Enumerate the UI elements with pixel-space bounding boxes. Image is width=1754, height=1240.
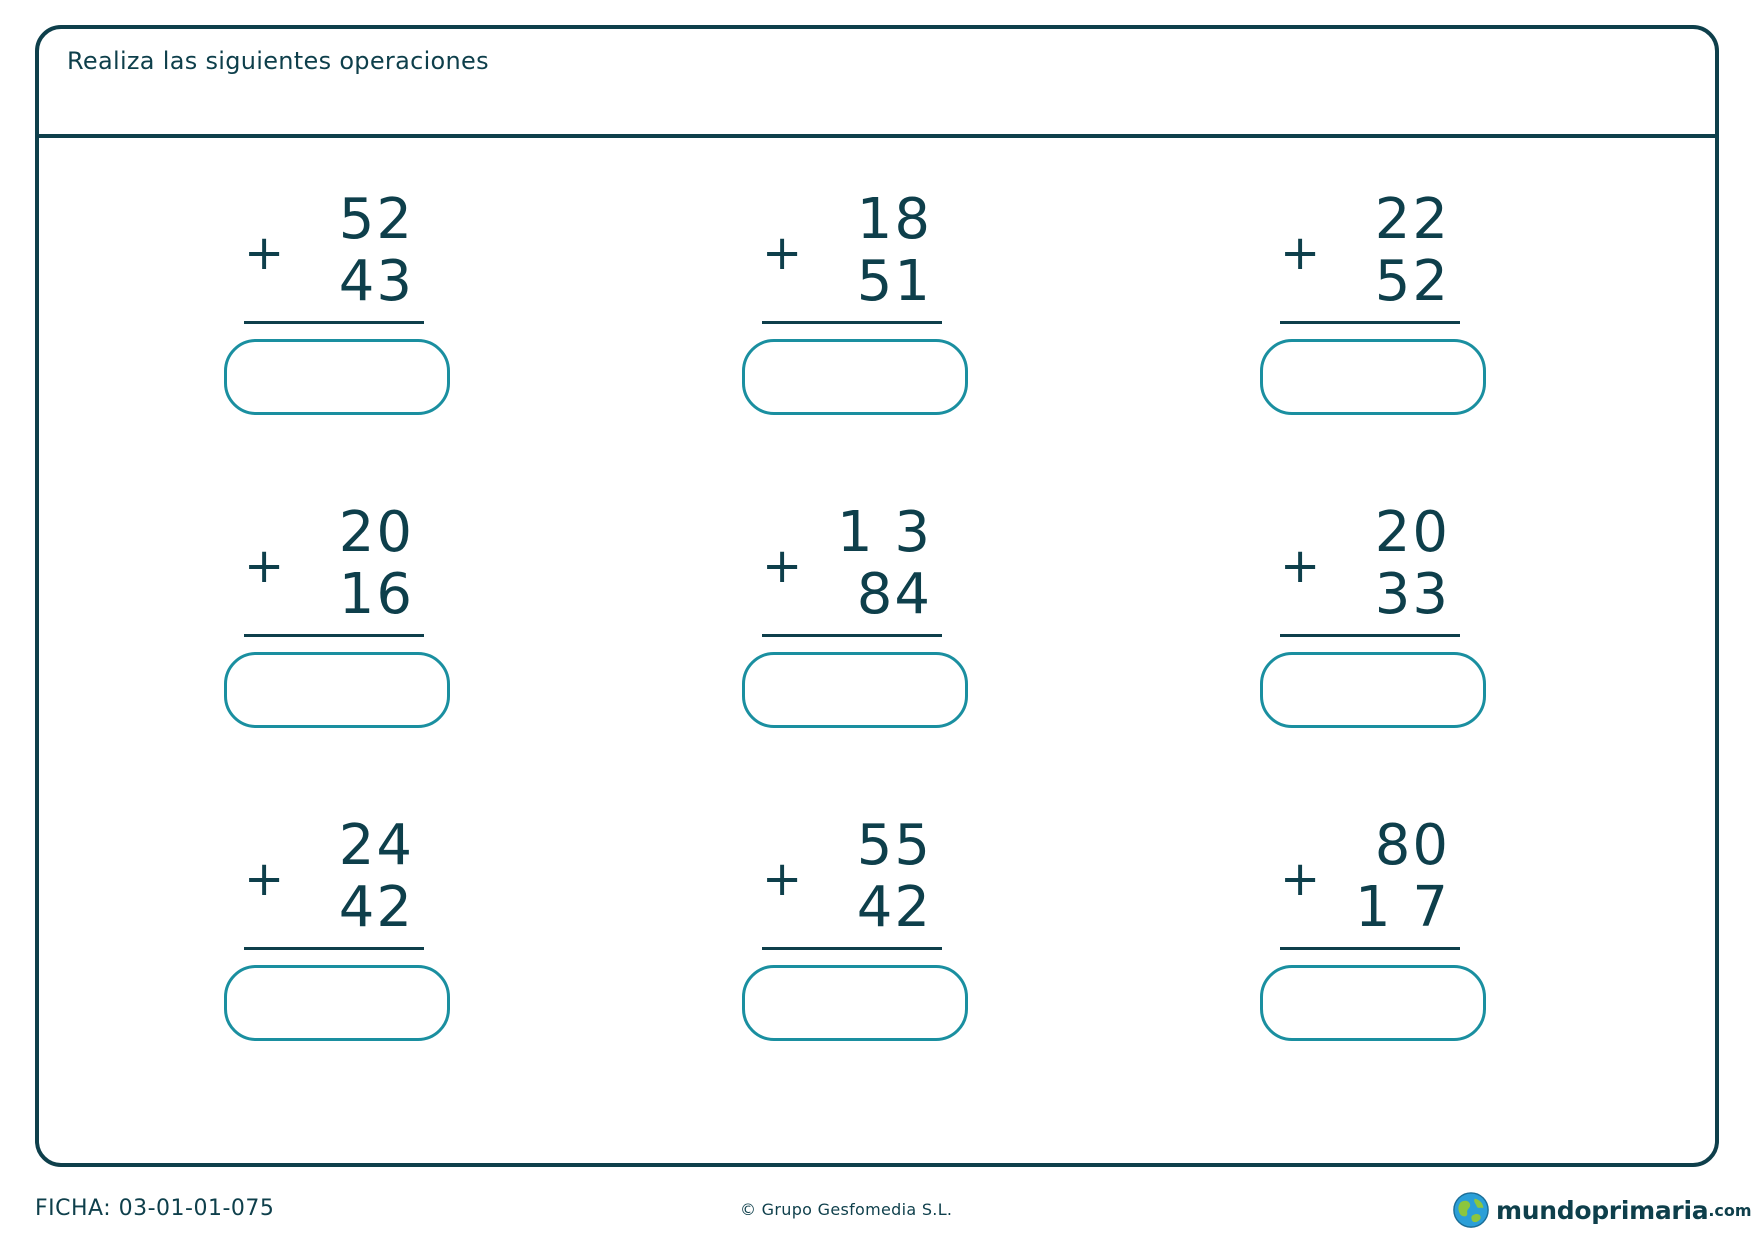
sum-line [244,321,424,324]
bottom-addend: 51 [856,249,932,314]
top-addend: 1 3 [836,500,932,565]
worksheet-code: FICHA: 03-01-01-075 [35,1196,275,1221]
problems-grid [39,29,1715,1163]
plus-sign: + [1280,225,1321,281]
answer-box[interactable] [742,965,968,1041]
sum-line [762,947,942,950]
answer-box[interactable] [1260,652,1486,728]
answer-box[interactable] [224,965,450,1041]
top-addend: 22 [1374,187,1450,252]
addition-problem-1 [224,189,464,434]
sum-line [244,634,424,637]
addition-problem-2 [742,189,982,434]
plus-sign: + [1280,538,1321,594]
bottom-addend: 16 [338,562,414,627]
top-addend: 24 [338,813,414,878]
copyright-notice: © Grupo Gesfomedia S.L. [740,1200,953,1219]
brand-logo[interactable] [1452,1190,1752,1230]
addition-problem-4 [224,502,464,747]
top-addend: 80 [1374,813,1450,878]
addition-problem-6 [1260,502,1500,747]
bottom-addend: 1 7 [1354,875,1450,940]
sum-line [762,321,942,324]
top-addend: 55 [856,813,932,878]
plus-sign: + [244,851,285,907]
sum-line [1280,947,1460,950]
top-addend: 52 [338,187,414,252]
answer-box[interactable] [742,652,968,728]
top-addend: 20 [338,500,414,565]
answer-box[interactable] [1260,339,1486,415]
addition-problem-9 [1260,815,1500,1060]
addition-problem-7 [224,815,464,1060]
sum-line [1280,634,1460,637]
plus-sign: + [1280,851,1321,907]
instructions-text: Realiza las siguientes operaciones [67,47,489,75]
top-addend: 20 [1374,500,1450,565]
plus-sign: + [762,851,803,907]
bottom-addend: 33 [1374,562,1450,627]
bottom-addend: 42 [338,875,414,940]
plus-sign: + [244,538,285,594]
sum-line [1280,321,1460,324]
plus-sign: + [244,225,285,281]
bottom-addend: 52 [1374,249,1450,314]
addition-problem-8 [742,815,982,1060]
plus-sign: + [762,225,803,281]
answer-box[interactable] [224,339,450,415]
bottom-addend: 42 [856,875,932,940]
brand-name: mundoprimaria [1496,1195,1709,1225]
addition-problem-3 [1260,189,1500,434]
plus-sign: + [762,538,803,594]
globe-icon [1452,1191,1490,1229]
bottom-addend: 43 [338,249,414,314]
bottom-addend: 84 [856,562,932,627]
sum-line [244,947,424,950]
addition-problem-5 [742,502,982,747]
worksheet-frame [35,25,1719,1167]
sum-line [762,634,942,637]
brand-domain: .com [1708,1200,1752,1220]
answer-box[interactable] [742,339,968,415]
answer-box[interactable] [1260,965,1486,1041]
answer-box[interactable] [224,652,450,728]
top-addend: 18 [856,187,932,252]
